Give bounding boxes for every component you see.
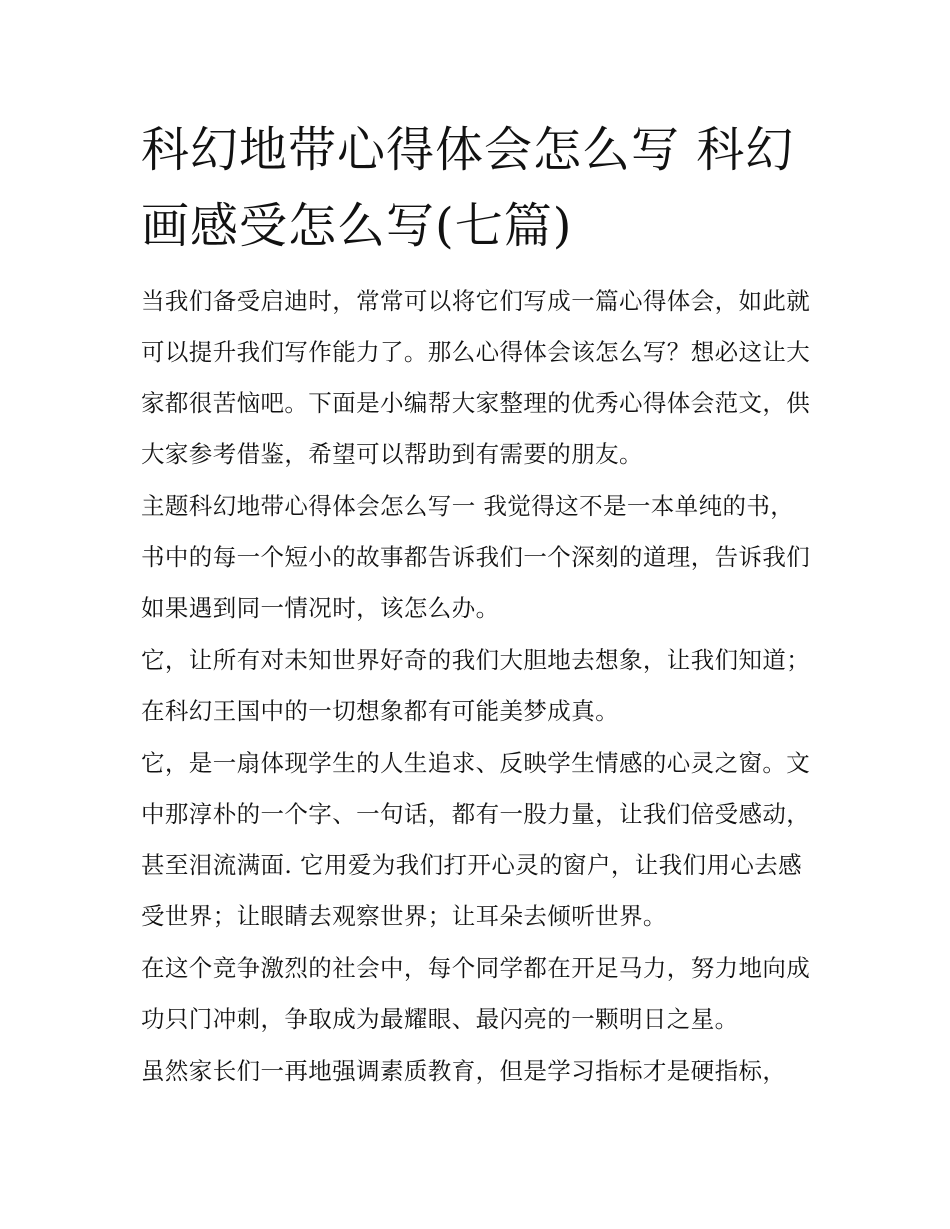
paragraph-intro: 当我们备受启迪时，常常可以将它们写成一篇心得体会，如此就可以提升我们写作能力了。那么心得体会该怎么写？想必这让大家都很苦恼吧。下面是小编帮大家整理的优秀心得体会范文，供大家参考借鉴，希望可以帮助到有需要的朋友。 — [141, 287, 811, 468]
paragraph-topic-one: 主题科幻地带心得体会怎么写一 我觉得这不是一本单纯的书，书中的每一个短小的故事都告诉我们一个深刻的道理，告诉我们如果遇到同一情况时，该怎么办。 — [141, 492, 811, 622]
paragraph-soul-window: 它，是一扇体现学生的人生追求、反映学生情感的心灵之窗。文中那淳朴的一个字、一句话，都有一股力量，让我们倍受感动，甚至泪流满面. 它用爱为我们打开心灵的窗户，让我们用心去感受世界；让眼睛去观察世界；让耳朵去倾听世界。 — [141, 749, 811, 930]
paragraph-imagination: 它，让所有对未知世界好奇的我们大胆地去想象，让我们知道；在科幻王国中的一切想象都有可能美梦成真。 — [141, 646, 811, 725]
document-body — [141, 276, 817, 1098]
document-title: 科幻地带心得体会怎么写 科幻画感受怎么写(七篇) — [141, 122, 795, 254]
paragraph-competition: 在这个竞争激烈的社会中，每个同学都在开足马力，努力地向成功只门冲刺，争取成为最耀眼、最闪亮的一颗明日之星。 — [141, 954, 811, 1033]
paragraph-education: 虽然家长们一再地强调素质教育，但是学习指标才是硬指标， — [141, 1057, 787, 1085]
